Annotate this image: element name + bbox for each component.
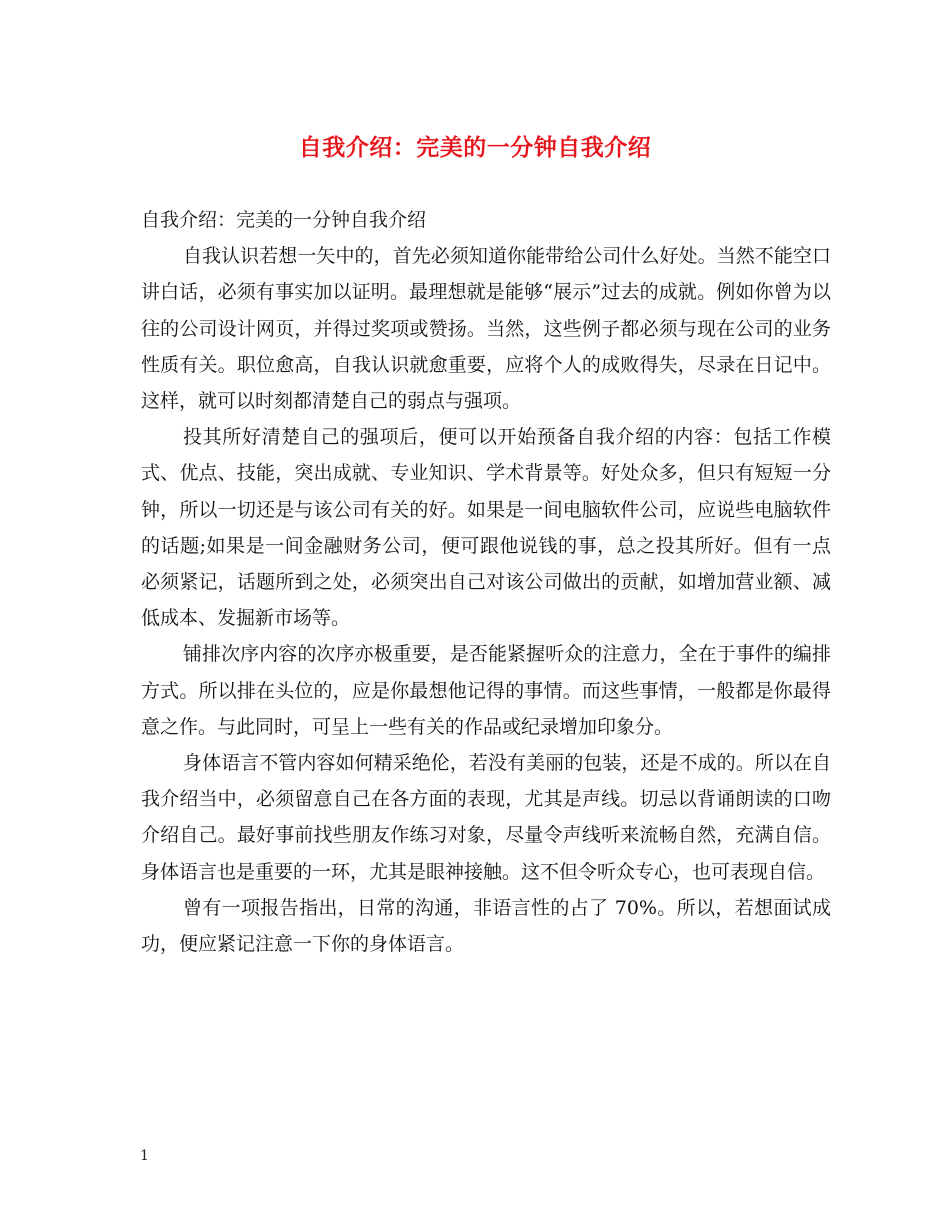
- document-body: [141, 202, 831, 962]
- paragraph-report: 曾有一项报告指出，日常的沟通，非语言性的占了 70%。所以，若想面试成功，便应紧记注意一下你的身体语言。: [141, 896, 831, 956]
- paragraph-ordering: 铺排次序内容的次序亦极重要，是否能紧握听众的注意力，全在于事件的编排方式。所以排在头位的，应是你最想他记得的事情。而这些事情，一般都是你最得意之作。与此同时，可呈上一些有关的作品或纪录增加印象分。: [141, 643, 831, 738]
- page-number: 1: [140, 1148, 149, 1164]
- paragraph-cater-to-interests: 投其所好清楚自己的强项后，便可以开始预备自我介绍的内容：包括工作模式、优点、技能，突出成就、专业知识、学术背景等。好处众多，但只有短短一分钟，所以一切还是与该公司有关的好。如果是一间电脑软件公司，应说些电脑软件的话题;如果是一间金融财务公司，便可跟他说钱的事，总之投其所好。但有一点必须紧记，话题所到之处，必须突出自己对该公司做出的贡献，如增加营业额、减低成本、发掘新市场等。: [141, 426, 831, 630]
- paragraph-body-language: 身体语言不管内容如何精采绝伦，若没有美丽的包装，还是不成的。所以在自我介绍当中，必须留意自己在各方面的表现，尤其是声线。切忌以背诵朗读的口吻介绍自己。最好事前找些朋友作练习对象，尽量令声线听来流畅自然，充满自信。身体语言也是重要的一环，尤其是眼神接触。这不但令听众专心，也可表现自信。: [141, 752, 831, 883]
- document-subtitle: 自我介绍：完美的一分钟自我介绍: [141, 209, 427, 231]
- paragraph-self-knowledge: 自我认识若想一矢中的，首先必须知道你能带给公司什么好处。当然不能空口讲白话，必须有事实加以证明。最理想就是能够“展示”过去的成就。例如你曾为以往的公司设计网页，并得过奖项或赞扬。当然，这些例子都必须与现在公司的业务性质有关。职位愈高，自我认识就愈重要，应将个人的成败得失，尽录在日记中。这样，就可以时刻都清楚自己的弱点与强项。: [141, 245, 831, 413]
- document-title: 自我介绍：完美的一分钟自我介绍: [298, 134, 652, 161]
